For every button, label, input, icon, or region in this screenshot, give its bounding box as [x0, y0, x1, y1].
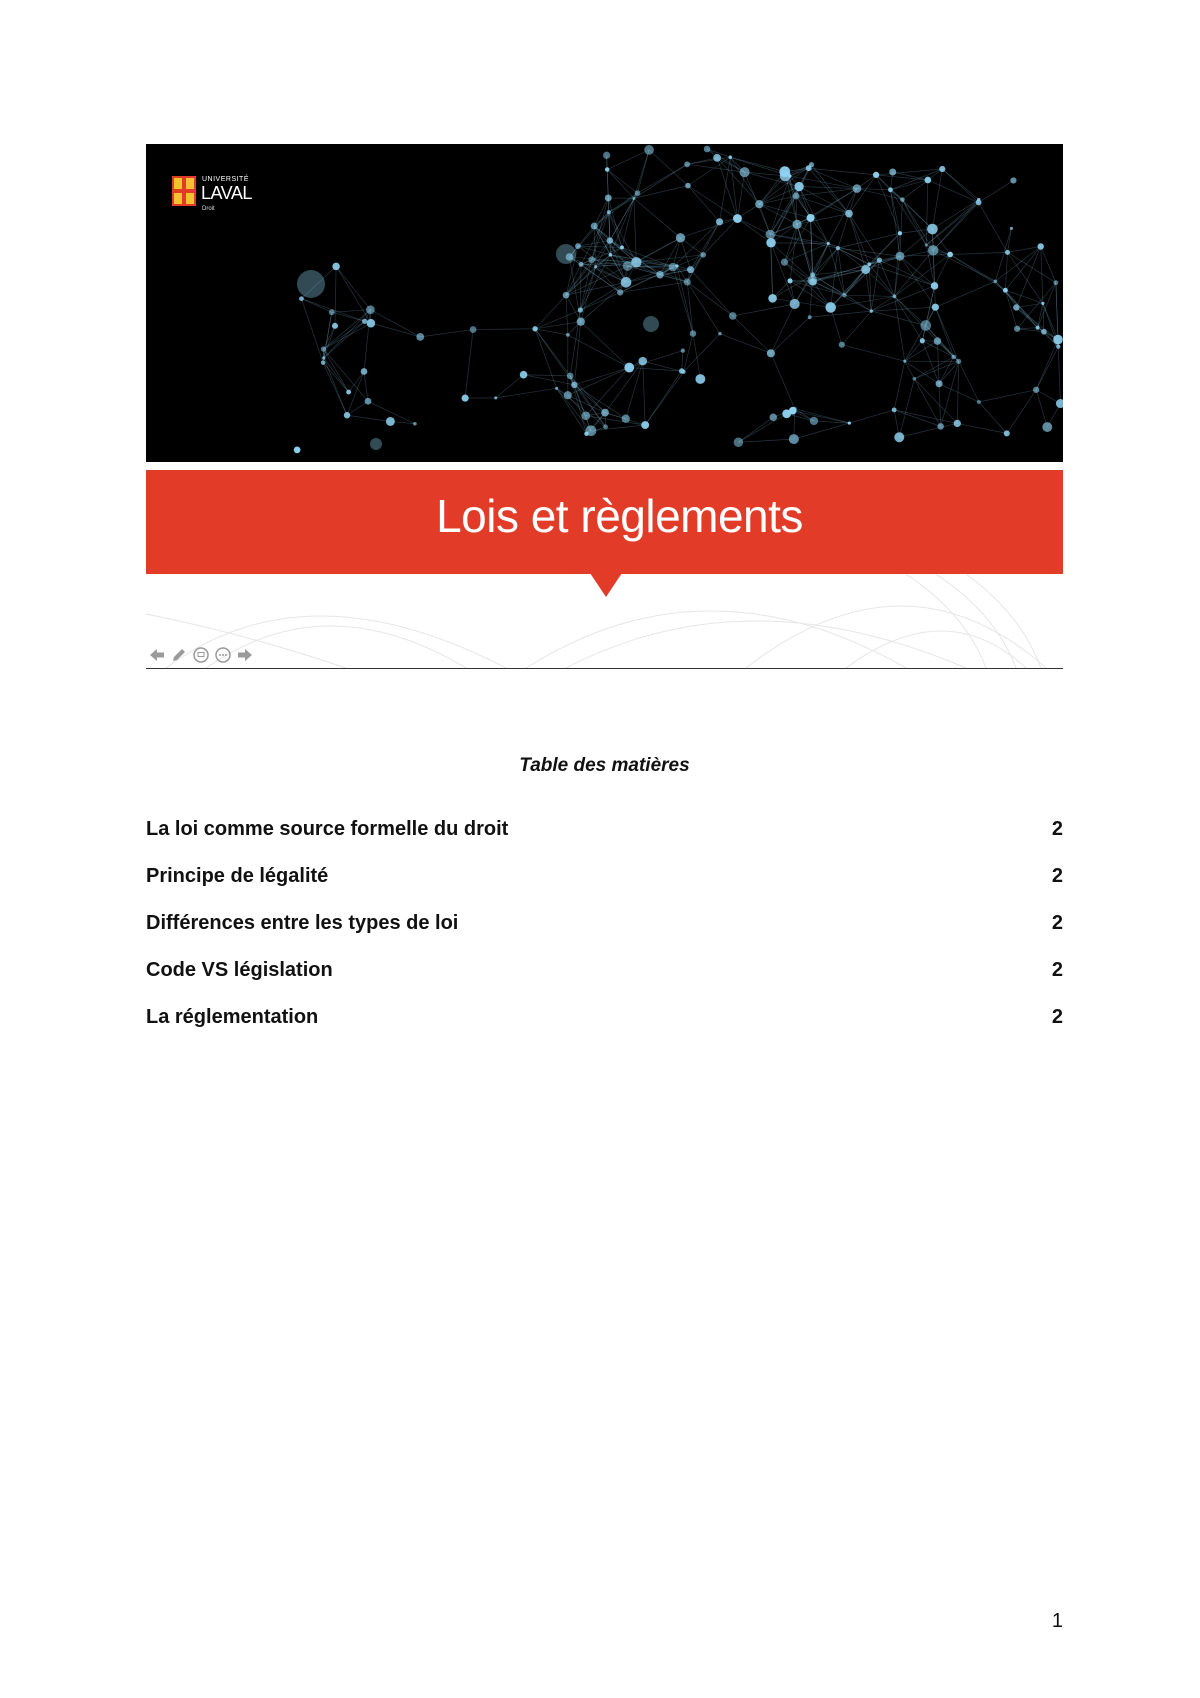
chat-icon[interactable]: [192, 646, 210, 664]
slide-lower-area: [146, 574, 1063, 668]
logo-big-text: LAVAL: [201, 183, 252, 203]
toc-entry-label: Principe de légalité: [146, 865, 329, 887]
toc-entry-label: Code VS législation: [146, 959, 333, 981]
toc-entry[interactable]: [146, 818, 1063, 865]
toc-entry[interactable]: [146, 912, 1063, 959]
university-logo: [172, 176, 252, 216]
toc-title: Table des matières: [519, 755, 690, 776]
toc-entry-page: 2: [1051, 959, 1063, 981]
toc-entry-page: 2: [1051, 818, 1063, 840]
arrow-right-icon[interactable]: [236, 646, 254, 664]
shield-icon: [172, 176, 196, 206]
more-icon[interactable]: [214, 646, 232, 664]
logo-small-text: UNIVERSITÉ: [202, 176, 250, 183]
slide-nav-icons: [148, 646, 254, 664]
slide-title: Lois et règlements: [436, 490, 803, 542]
logo-sub-text: Droit: [202, 206, 215, 212]
toc-entry-page: 2: [1051, 1006, 1063, 1028]
toc-entry[interactable]: [146, 959, 1063, 1006]
toc-entry[interactable]: [146, 1006, 1063, 1053]
page-number: 1: [1051, 1610, 1063, 1632]
toc-entry-label: La réglementation: [146, 1006, 319, 1028]
toc-entry-label: La loi comme source formelle du droit: [146, 818, 509, 840]
slide-bottom-rule: [146, 668, 1063, 669]
table-of-contents: [146, 818, 1063, 1053]
slide-banner: [146, 144, 1063, 668]
toc-entry-page: 2: [1051, 912, 1063, 934]
network-graphic: [146, 144, 1063, 462]
toc-entry[interactable]: [146, 865, 1063, 912]
arrow-left-icon[interactable]: [148, 646, 166, 664]
slide-title-bar: [146, 470, 1063, 574]
toc-entry-label: Différences entre les types de loi: [146, 912, 459, 934]
decorative-arcs: [146, 574, 1063, 668]
hero-network-image: [146, 144, 1063, 462]
pencil-icon[interactable]: [170, 646, 188, 664]
toc-entry-page: 2: [1051, 865, 1063, 887]
